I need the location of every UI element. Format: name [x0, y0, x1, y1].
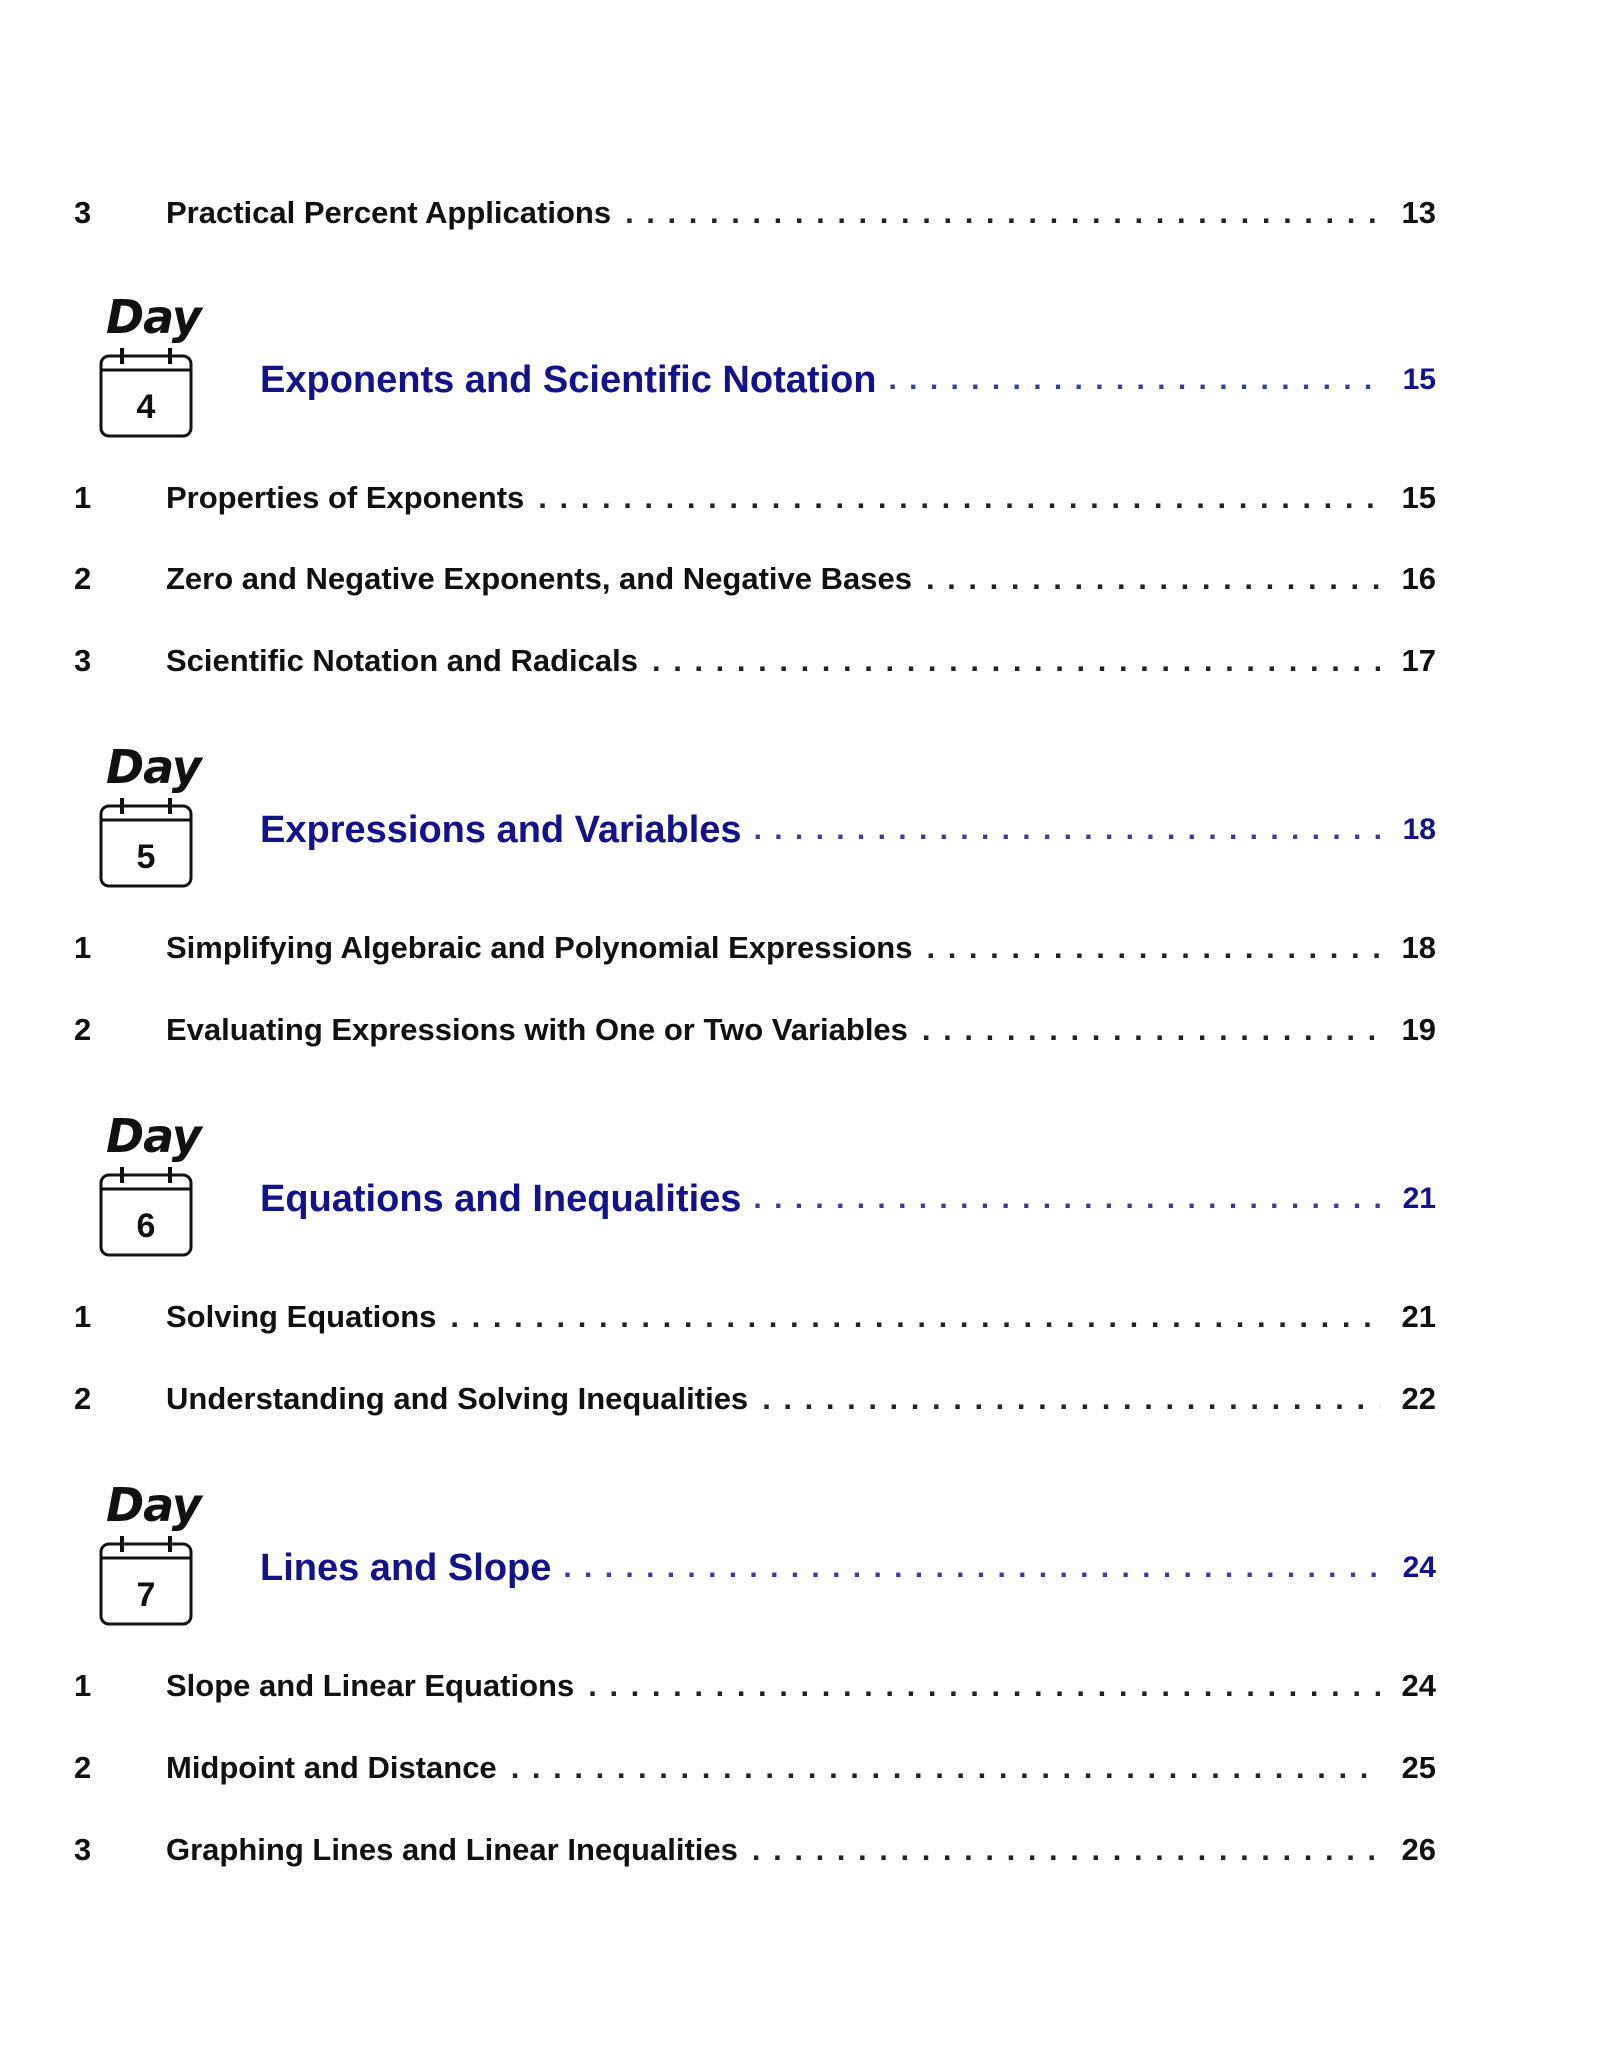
day-badge [98, 1109, 204, 1259]
section-page: 15 [1402, 363, 1436, 396]
day-heading[interactable] [98, 290, 1436, 440]
entry-title: Solving Equations [166, 1299, 437, 1334]
entry-title: Zero and Negative Exponents, and Negative Bases [166, 561, 912, 596]
entry-page: 18 [1401, 930, 1436, 965]
day-badge [98, 1478, 204, 1628]
entry-number: 2 [74, 1750, 92, 1785]
day-label: Day [106, 740, 201, 794]
leader-dots [753, 1182, 1380, 1216]
leader-dots [752, 1832, 1380, 1868]
section-title: Expressions and Variables [260, 808, 742, 851]
section-page: 18 [1402, 813, 1436, 846]
leader-dots [652, 643, 1380, 679]
day-heading[interactable] [98, 1109, 1436, 1259]
leader-dots [511, 1750, 1380, 1786]
leader-dots [538, 480, 1380, 516]
toc-entry[interactable] [74, 474, 1436, 522]
toc-entry[interactable] [74, 924, 1436, 972]
leader-dots [889, 363, 1381, 397]
entry-title: Midpoint and Distance [166, 1750, 497, 1785]
leader-dots [762, 1381, 1380, 1417]
toc-entry[interactable] [74, 1662, 1436, 1710]
entry-page: 25 [1401, 1750, 1436, 1785]
entry-title: Properties of Exponents [166, 480, 525, 515]
section-page: 24 [1402, 1551, 1436, 1584]
entry-page: 19 [1401, 1012, 1436, 1047]
entry-number: 2 [74, 561, 92, 596]
entry-number: 2 [74, 1012, 92, 1047]
entry-number: 3 [74, 643, 92, 678]
toc-entry[interactable] [74, 1826, 1436, 1874]
toc-entry[interactable] [74, 1293, 1436, 1341]
leader-dots [926, 561, 1380, 597]
entry-number: 1 [74, 930, 92, 965]
entry-number: 1 [74, 480, 92, 515]
leader-dots [625, 195, 1380, 231]
day-number: 5 [136, 838, 156, 876]
entry-page: 22 [1401, 1381, 1436, 1416]
entry-title: Understanding and Solving Inequalities [166, 1381, 749, 1416]
entry-title: Graphing Lines and Linear Inequalities [166, 1832, 738, 1867]
entry-page: 26 [1401, 1832, 1436, 1867]
entry-title: Evaluating Expressions with One or Two Variables [166, 1012, 908, 1047]
toc-entry[interactable] [74, 189, 1436, 237]
day-label: Day [106, 1109, 201, 1163]
day-badge [98, 290, 204, 440]
entry-title: Scientific Notation and Radicals [166, 643, 638, 678]
toc-entry[interactable] [74, 637, 1436, 685]
leader-dots [450, 1299, 1380, 1335]
entry-title: Simplifying Algebraic and Polynomial Expressions [166, 930, 913, 965]
leader-dots [563, 1551, 1380, 1585]
leader-dots [754, 813, 1380, 847]
entry-page: 24 [1401, 1668, 1436, 1703]
entry-number: 1 [74, 1668, 92, 1703]
leader-dots [922, 1012, 1380, 1048]
section-line [260, 350, 1436, 410]
day-badge [98, 740, 204, 890]
toc-entry[interactable] [74, 555, 1436, 603]
section-title: Lines and Slope [260, 1546, 552, 1589]
leader-dots [926, 930, 1380, 966]
leader-dots [588, 1668, 1380, 1704]
section-page: 21 [1402, 1182, 1436, 1215]
day-label: Day [106, 1478, 201, 1532]
entry-number: 1 [74, 1299, 92, 1334]
day-number: 4 [136, 388, 156, 426]
section-line [260, 800, 1436, 860]
toc-entry[interactable] [74, 1375, 1436, 1423]
entry-title: Slope and Linear Equations [166, 1668, 575, 1703]
entry-page: 13 [1401, 195, 1436, 230]
day-heading[interactable] [98, 1478, 1436, 1628]
day-number: 6 [136, 1207, 156, 1245]
entry-page: 16 [1401, 561, 1436, 596]
day-number: 7 [136, 1576, 156, 1614]
section-line [260, 1169, 1436, 1229]
entry-number: 2 [74, 1381, 92, 1416]
toc-entry[interactable] [74, 1744, 1436, 1792]
section-title: Equations and Inequalities [260, 1177, 742, 1220]
entry-page: 15 [1401, 480, 1436, 515]
entry-page: 17 [1401, 643, 1436, 678]
day-heading[interactable] [98, 740, 1436, 890]
section-line [260, 1538, 1436, 1598]
section-title: Exponents and Scientific Notation [260, 358, 877, 401]
entry-number: 3 [74, 1832, 92, 1867]
entry-number: 3 [74, 195, 92, 230]
day-label: Day [106, 290, 201, 344]
toc-entry[interactable] [74, 1006, 1436, 1054]
entry-title: Practical Percent Applications [166, 195, 612, 230]
entry-page: 21 [1401, 1299, 1436, 1334]
